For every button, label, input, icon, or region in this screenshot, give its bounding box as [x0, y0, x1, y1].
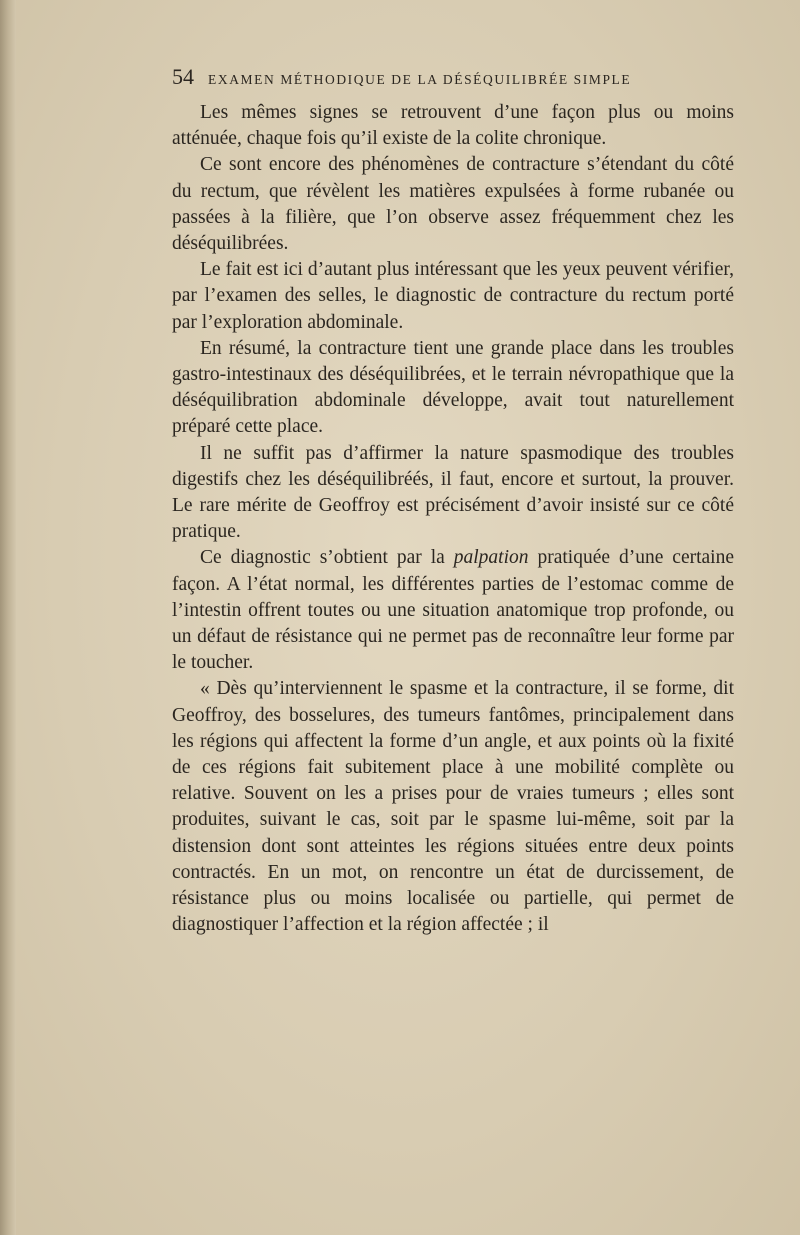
book-spine-shadow [0, 0, 16, 1235]
paragraph-1: Les mêmes signes se retrouvent d’une façon plus ou moins atténuée, chaque fois qu’il existe de la colite chronique. [172, 102, 734, 150]
paragraph-7: « Dès qu’interviennent le spasme et la contracture, il se forme, dit Geoffroy, des bosselures, des tumeurs fantômes, principalement dans les régions qui affectent la forme d’un angle, et aux points où la fixité de ces régions fait subitement place à une mobilité complète ou relative. Souvent on les a prises pour de vraies tumeurs ; elles sont produites, suivant le cas, soit par le spasme lui-même, soit par la distension dont sont atteintes les régions situées entre deux points contractés. En un mot, on rencontre un état de durcissement, de résistance plus ou moins localisée ou partielle, qui permet de diagnostiquer l’affection et la région affectée ; il [172, 678, 734, 936]
paragraph-2: Ce sont encore des phénomènes de contracture s’étendant du côté du rectum, que révèlent les matières expulsées à forme rubanée ou passées à la filière, que l’on observe assez fréquemment chez les déséquilibrées. [172, 154, 734, 255]
paragraph-6 [172, 545, 734, 676]
paragraph-6-start: Ce diagnostic s’obtient par la [200, 547, 454, 569]
paragraph-5: Il ne suffit pas d’affirmer la nature spasmodique des troubles digestifs chez les déséquilibréés, il faut, encore et surtout, la prouver. Le rare mérite de Geoffroy est précisément d’avoir insisté sur ce côté pratique. [172, 442, 734, 543]
running-title: EXAMEN MÉTHODIQUE DE LA DÉSÉQUILIBRÉE SIMPLE [208, 72, 632, 87]
running-header [172, 64, 734, 100]
paragraph-6-italic: palpation [453, 547, 529, 569]
paragraph-6-end: pratiquée d’une certaine façon. A l’état normal, les différentes parties de l’estomac comme de l’intestin offrent toutes ou une situation anatomique trop profonde, ou un défaut de résistance qui ne permet pas de reconnaître leur forme par le toucher. [172, 547, 734, 674]
body-text [172, 100, 734, 939]
paragraph-3: Le fait est ici d’autant plus intéressant que les yeux peuvent vérifier, par l’examen des selles, le diagnostic de contracture du rectum porté par l’exploration abdominale. [172, 259, 734, 333]
page-number: 54 [172, 64, 194, 89]
paragraph-4: En résumé, la contracture tient une grande place dans les troubles gastro-intestinaux des déséquilibrées, et le terrain névropathique que la déséquilibration abdominale développe, avait tout naturellement préparé cette place. [172, 337, 734, 438]
book-page [172, 64, 734, 939]
